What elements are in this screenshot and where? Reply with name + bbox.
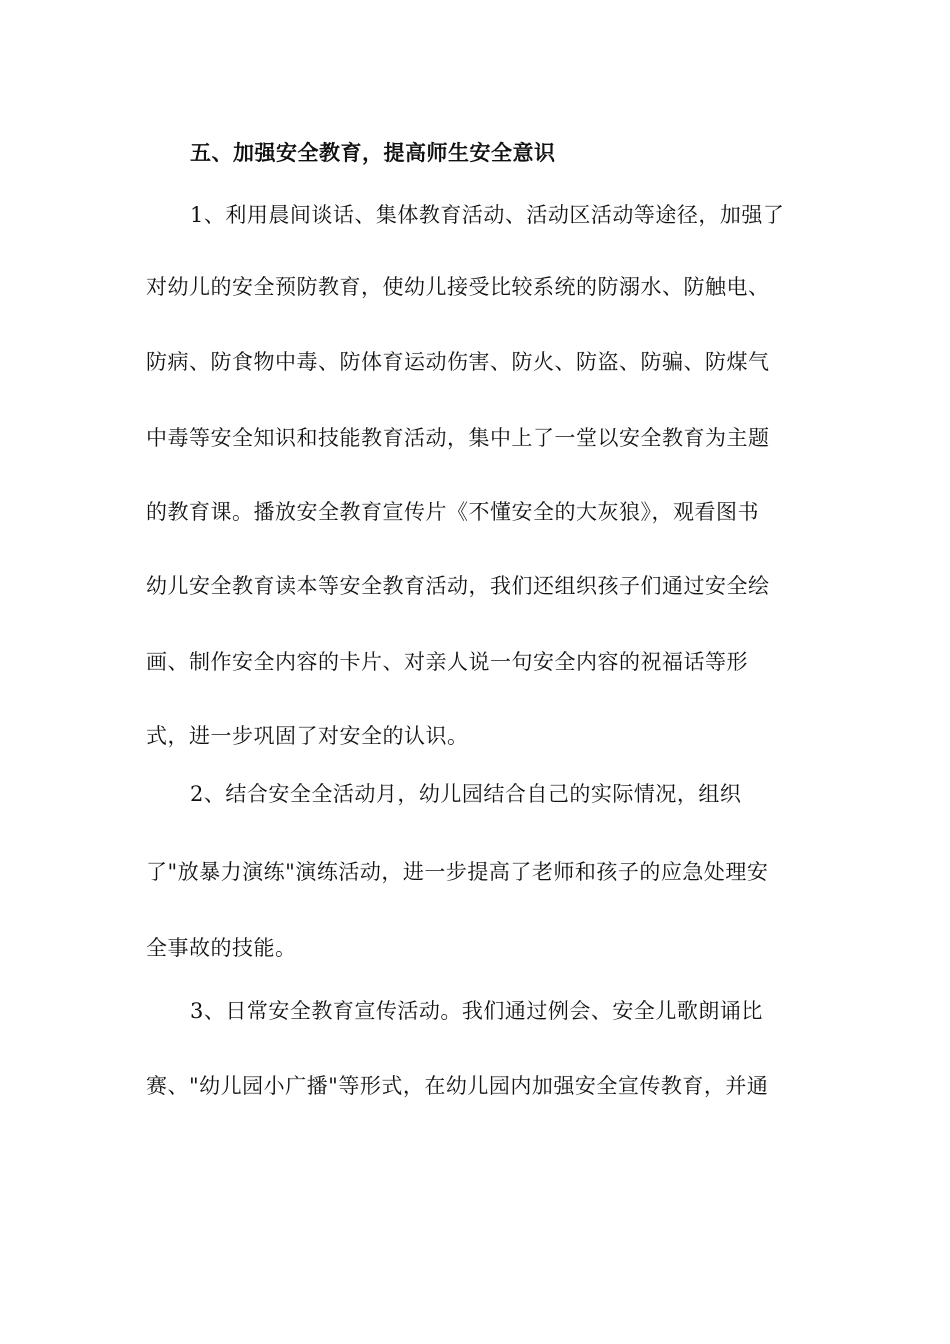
paragraph-line: 赛、"幼儿园小广播"等形式，在幼儿园内加强安全宣传教育，并通 [146, 1074, 769, 1098]
paragraph-line: 1、利用晨间谈话、集体教育活动、活动区活动等途径，加强了 [190, 203, 785, 227]
paragraph-line: 的教育课。播放安全教育宣传片《不懂安全的大灰狼》，观看图书 [146, 500, 759, 524]
paragraph-line: 式，进一步巩固了对安全的认识。 [146, 724, 469, 748]
paragraph-line: 幼儿安全教育读本等安全教育活动，我们还组织孩子们通过安全绘 [146, 574, 770, 598]
paragraph-line: 防病、防食物中毒、防体育运动伤害、防火、防盗、防骗、防煤气 [146, 350, 770, 374]
section-heading: 五、加强安全教育，提高师生安全意识 [190, 140, 556, 165]
paragraph-line: 2、结合安全全活动月，幼儿园结合自己的实际情况，组织 [190, 782, 742, 806]
paragraph-line: 3、日常安全教育宣传活动。我们通过例会、安全儿歌朗诵比 [190, 999, 763, 1023]
paragraph-line: 画、制作安全内容的卡片、对亲人说一句安全内容的祝福话等形 [146, 650, 748, 674]
paragraph-line: 对幼儿的安全预防教育，使幼儿接受比较系统的防溺水、防触电、 [146, 275, 770, 299]
paragraph-line: 了"放暴力演练"演练活动，进一步提高了老师和孩子的应急处理安 [146, 860, 769, 884]
paragraph-line: 中毒等安全知识和技能教育活动，集中上了一堂以安全教育为主题 [146, 426, 770, 450]
paragraph-line: 全事故的技能。 [146, 936, 297, 960]
